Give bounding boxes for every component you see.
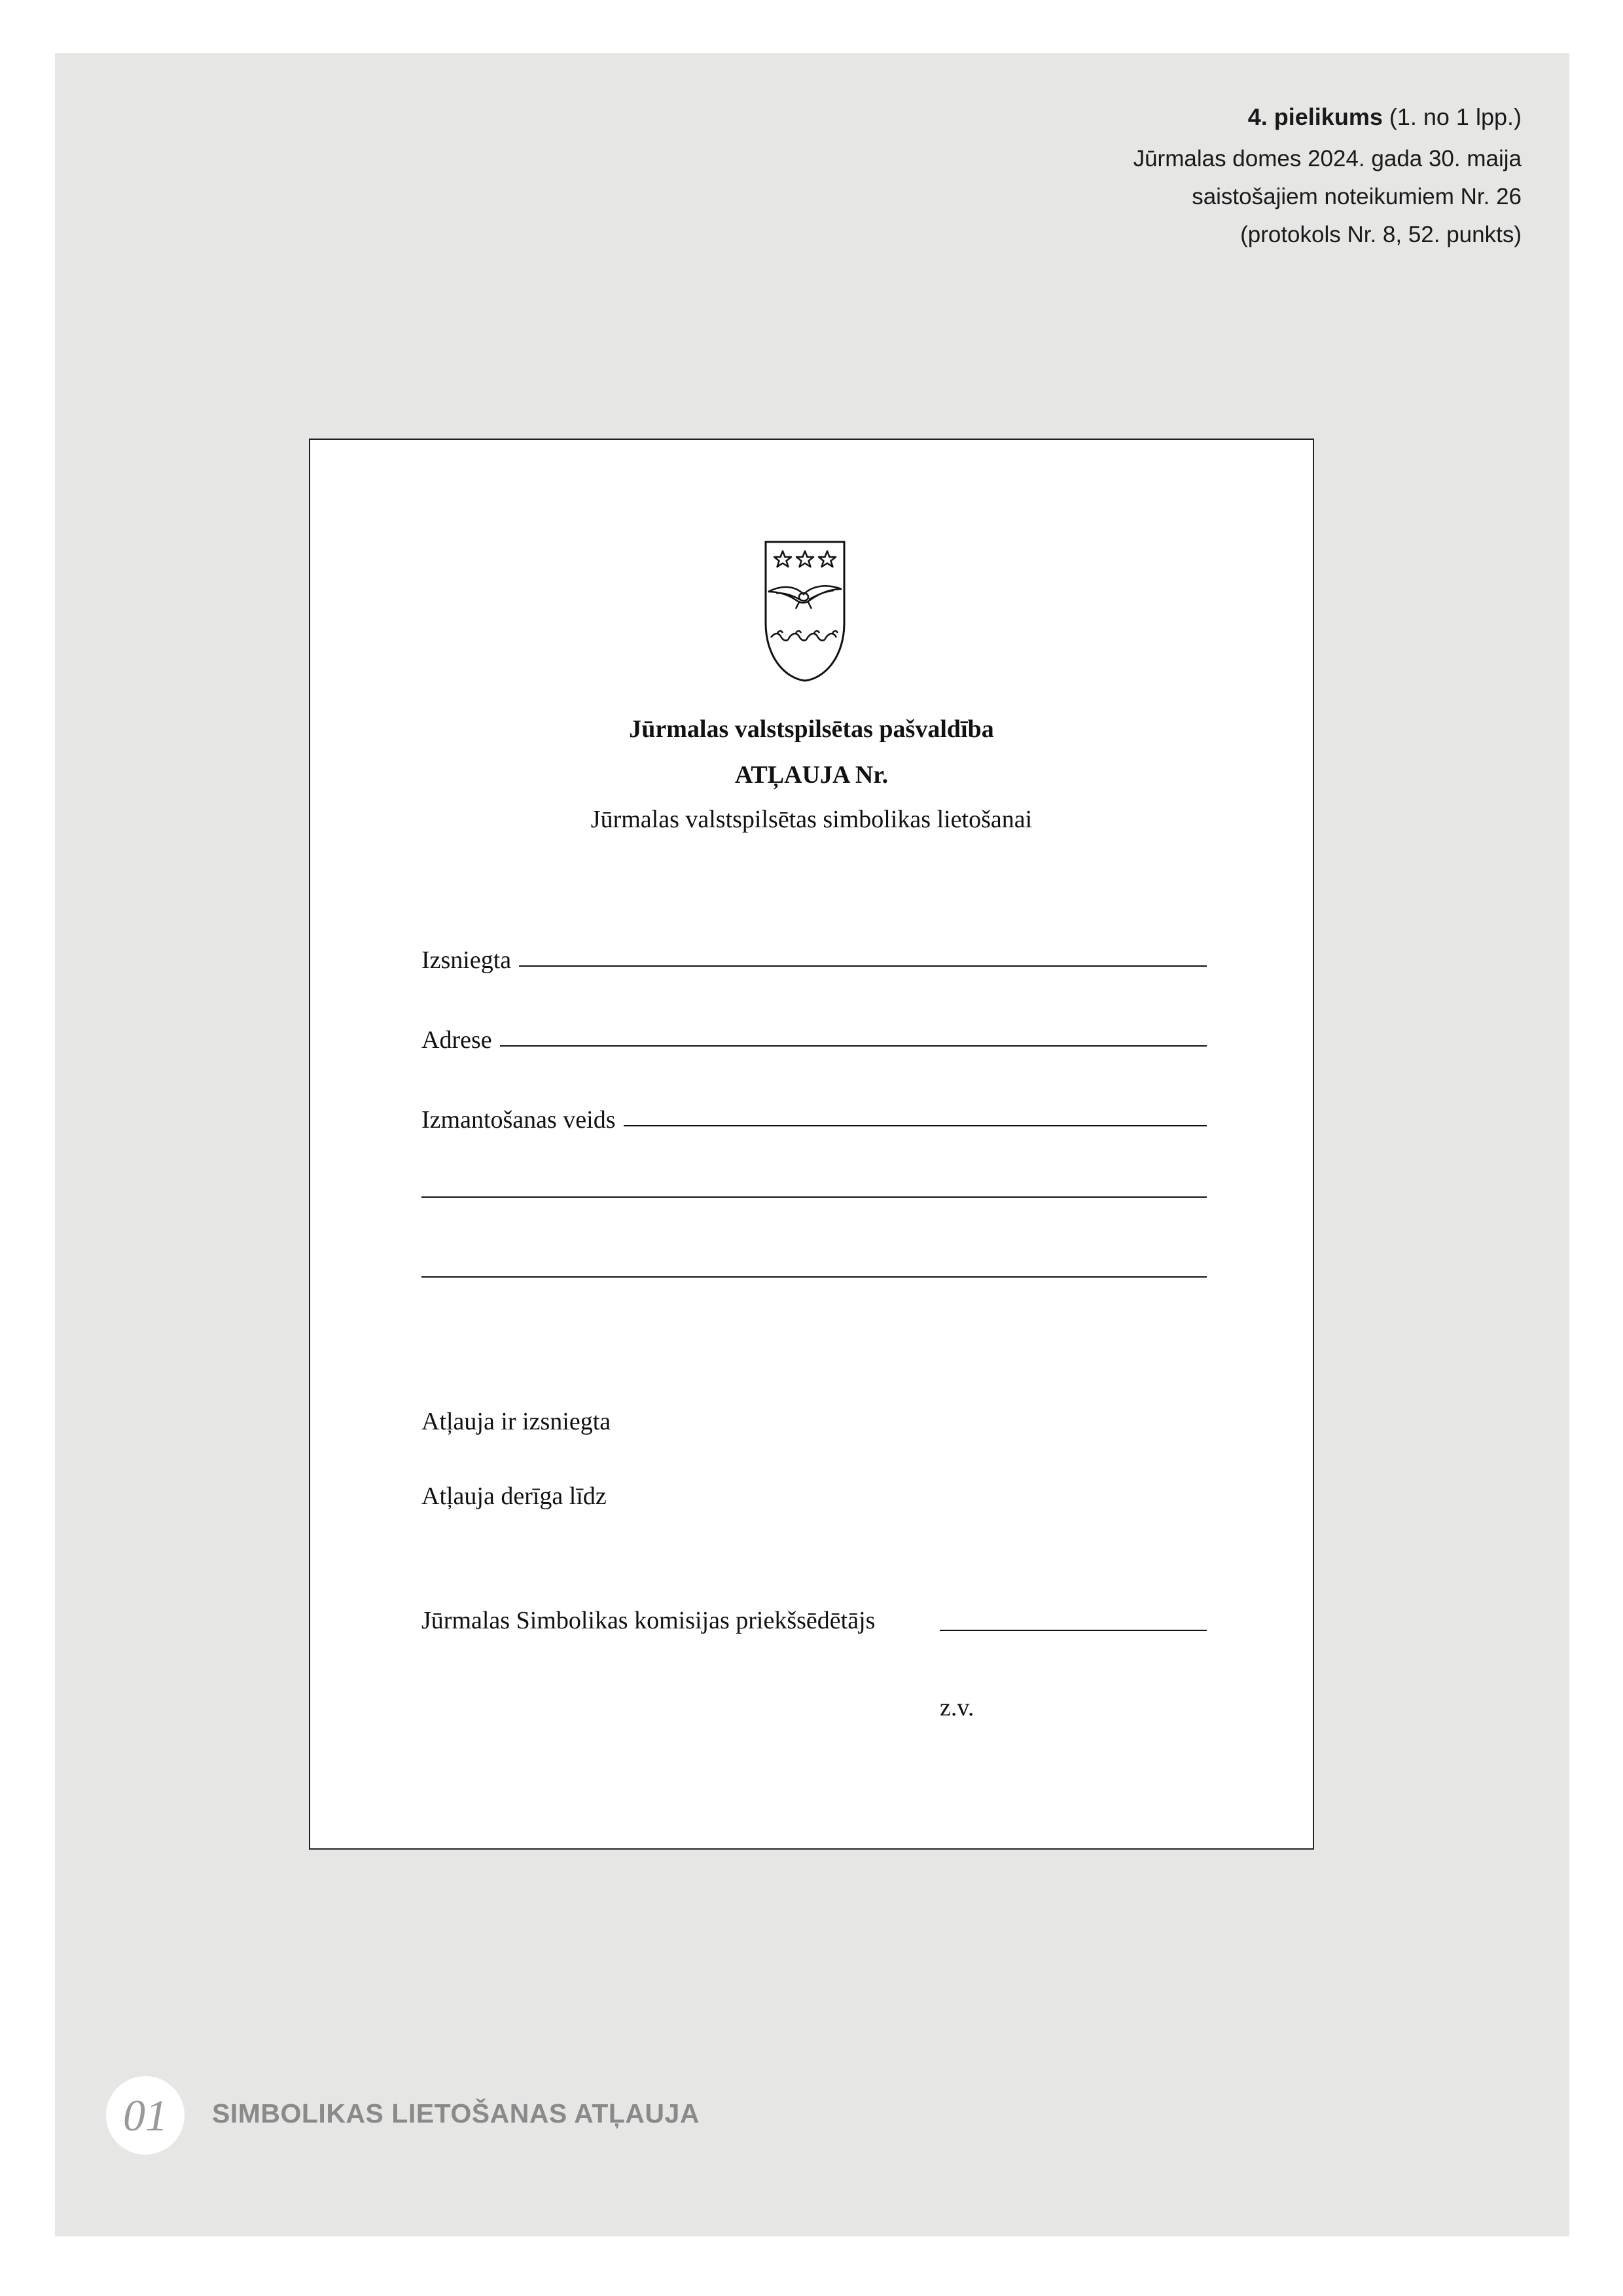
annex-header [802,98,1522,254]
address-line[interactable] [500,1045,1207,1047]
section-number-badge [106,2076,185,2155]
section-number: 01 [123,2090,168,2140]
annex-page-count: (1. no 1 lpp.) [1389,103,1522,130]
stamp-place-label: z.v. [940,1694,974,1721]
issued-to-line[interactable] [519,965,1207,967]
issued-on-label: Atļauja ir izsniegta [421,1408,611,1435]
issued-to-label: Izsniegta [421,946,512,974]
annex-heading [802,98,1522,136]
annex-reference-line-1: Jūrmalas domes 2024. gada 30. maija [1133,146,1522,171]
organization-name: Jūrmalas valstspilsētas pašvaldība [629,715,994,743]
usage-type-line[interactable] [624,1125,1207,1126]
address-field[interactable] [421,1014,1207,1053]
signatory-label: Jūrmalas Simbolikas komisijas priekšsēdētājs [421,1607,876,1634]
annex-number: 4. pielikums [1247,103,1383,130]
usage-type-label: Izmantošanas veids [421,1106,616,1134]
permit-purpose: Jūrmalas valstspilsētas simbolikas lietošanai [590,806,1033,833]
signature-line[interactable] [940,1630,1207,1631]
jurmala-coat-of-arms-icon [763,539,847,683]
address-label: Adrese [421,1026,492,1054]
annex-reference-line-3: (protokols Nr. 8, 52. punkts) [1240,222,1522,247]
valid-until-label: Atļauja derīga līdz [421,1482,607,1510]
permit-form [309,439,1314,1850]
annex-reference-line-2: saistošajiem noteikumiem Nr. 26 [1192,184,1522,209]
section-title: SIMBOLIKAS LIETOŠANAS ATĻAUJA [212,2098,700,2128]
usage-extra-line-1[interactable] [421,1196,1207,1198]
issued-to-field[interactable] [421,934,1207,973]
permit-title: ATĻAUJA Nr. [734,761,889,789]
usage-type-field[interactable] [421,1094,1207,1133]
usage-extra-line-2[interactable] [421,1276,1207,1278]
